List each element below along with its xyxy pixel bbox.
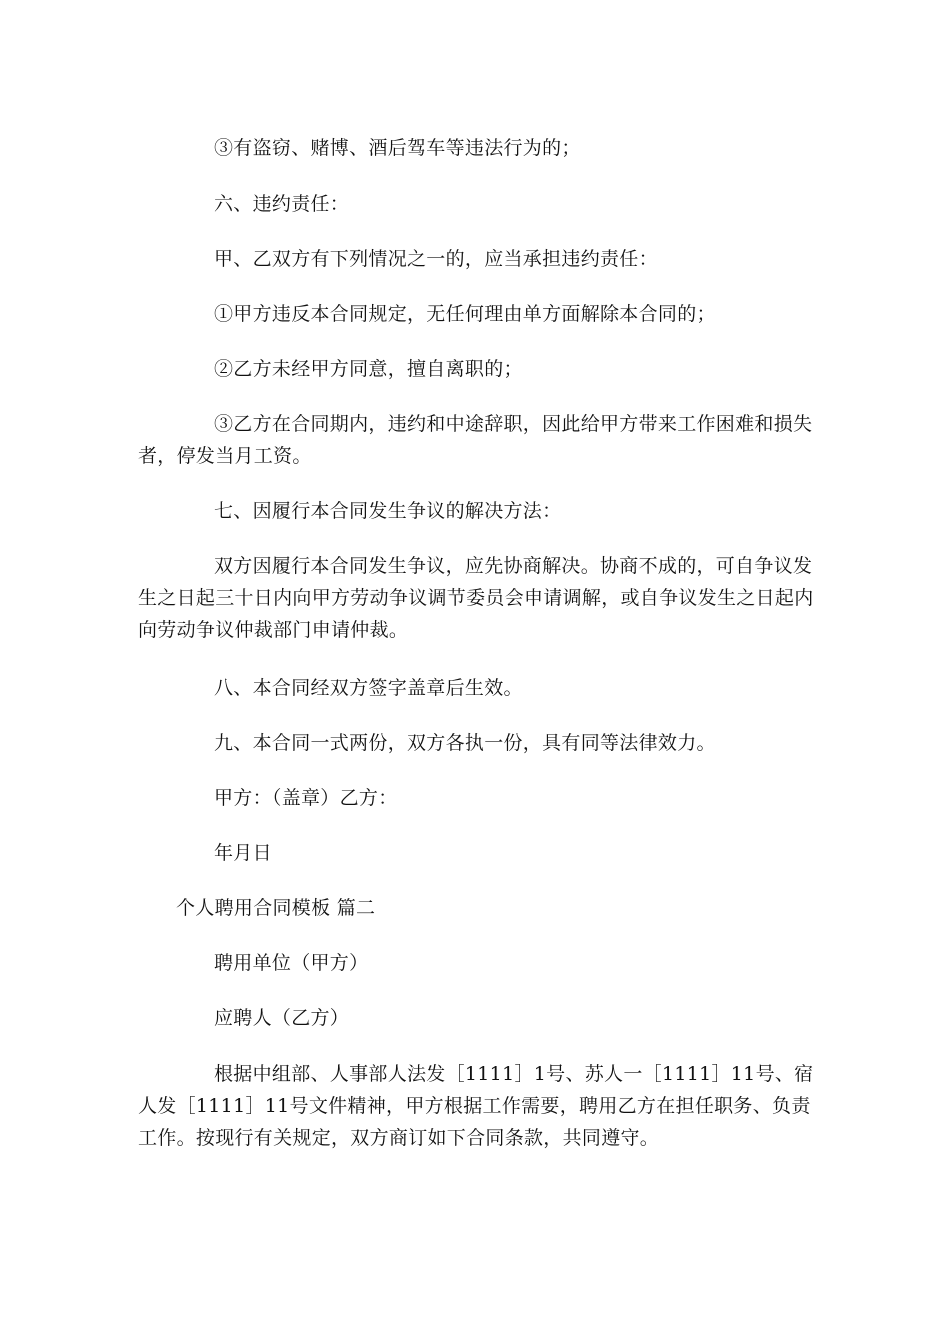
paragraph-liability-3: ③乙方在合同期内，违约和中途辞职，因此给甲方带来工作困难和损失者，停发当月工资。: [138, 413, 813, 467]
paragraph-basis: 根据中组部、人事部人法发［1111］1号、苏人一［1111］11号、宿人发［1111］11号文件精神，甲方根据工作需要，聘用乙方在担任职务、负责工作。按现行有关规定，双方商订如下合同条款，共同遵守。: [138, 1063, 814, 1149]
paragraph-date-line: 年月日: [214, 842, 272, 864]
paragraph-liability-2: ②乙方未经甲方同意，擅自离职的；: [214, 358, 523, 380]
paragraph-employer: 聘用单位（甲方）: [214, 952, 369, 974]
paragraph-heading-dispute: 七、因履行本合同发生争议的解决方法：: [214, 500, 562, 522]
paragraph-effective: 八、本合同经双方签字盖章后生效。: [214, 677, 523, 699]
paragraph-employee: 应聘人（乙方）: [214, 1007, 350, 1029]
paragraph-heading-liability: 六、违约责任：: [214, 193, 350, 215]
paragraph-copies: 九、本合同一式两份，双方各执一份，具有同等法律效力。: [214, 732, 716, 754]
paragraph-dispute-body: 双方因履行本合同发生争议，应先协商解决。协商不成的，可自争议发生之日起三十日内向甲方劳动争议调节委员会申请调解，或自争议发生之日起内向劳动争议仲裁部门申请仲裁。: [138, 555, 814, 641]
paragraph-liability-intro: 甲、乙双方有下列情况之一的，应当承担违约责任：: [214, 248, 658, 270]
paragraph-liability-1: ①甲方违反本合同规定，无任何理由单方面解除本合同的；: [214, 303, 716, 325]
paragraph-clause-3-theft: ③有盗窃、赌博、酒后驾车等违法行为的；: [214, 137, 581, 159]
section-title: 个人聘用合同模板 篇二: [176, 897, 376, 919]
paragraph-signature-line: 甲方：（盖章）乙方：: [214, 787, 398, 809]
